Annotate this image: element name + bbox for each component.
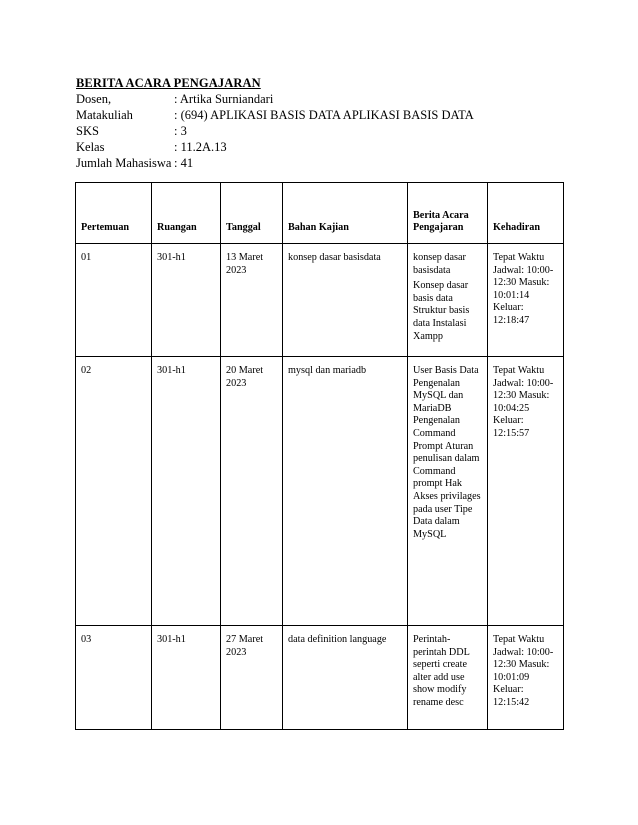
header-berita-acara: Berita Acara Pengajaran: [408, 183, 488, 244]
table-row: [76, 244, 564, 357]
cell-bahan-kajian: mysql dan mariadb: [283, 357, 408, 626]
meta-row-jumlah-mahasiswa: [76, 155, 474, 171]
cell-kehadiran: Tepat Waktu Jadwal: 10:00-12:30 Masuk: 10:01:09 Keluar: 12:15:42: [488, 626, 564, 730]
meta-value: : Artika Surniandari: [174, 92, 274, 106]
table-row: [76, 626, 564, 730]
meta-row-dosen: [76, 91, 474, 107]
table-header-row: [76, 183, 564, 244]
meta-value: : 11.2A.13: [174, 140, 227, 154]
cell-tanggal: 20 Maret 2023: [221, 357, 283, 626]
meta-row-sks: [76, 123, 474, 139]
meta-value: : 41: [174, 156, 194, 170]
cell-tanggal: 27 Maret 2023: [221, 626, 283, 730]
berita-paragraph: konsep dasar basisdata: [413, 252, 466, 276]
header-pertemuan: Pertemuan: [76, 183, 152, 244]
meta-label: SKS: [76, 124, 99, 138]
meta-label: Dosen,: [76, 92, 112, 106]
attendance-table: [75, 182, 564, 730]
berita-paragraph: Konsep dasar basis data Struktur basis data Instalasi Xampp: [413, 280, 470, 342]
meta-row-kelas: [76, 139, 474, 155]
document-header: [76, 75, 474, 171]
cell-berita-acara: User Basis Data Pengenalan MySQL dan MariaDB Pengenalan Command Prompt Aturan penulisan dalam Command prompt Hak Akses privilages pada user Tipe Data dalam MySQL: [408, 357, 488, 626]
cell-berita-acara: [408, 244, 488, 357]
header-tanggal: Tanggal: [221, 183, 283, 244]
cell-kehadiran: Tepat Waktu Jadwal: 10:00-12:30 Masuk: 10:04:25 Keluar: 12:15:57: [488, 357, 564, 626]
cell-ruangan: 301-h1: [152, 357, 221, 626]
header-kehadiran: Kehadiran: [488, 183, 564, 244]
cell-ruangan: 301-h1: [152, 626, 221, 730]
cell-tanggal: 13 Maret 2023: [221, 244, 283, 357]
cell-pertemuan: 03: [76, 626, 152, 730]
cell-pertemuan: 01: [76, 244, 152, 357]
meta-value: : 3: [174, 124, 187, 138]
cell-bahan-kajian: konsep dasar basisdata: [283, 244, 408, 357]
table-row: [76, 357, 564, 626]
header-ruangan: Ruangan: [152, 183, 221, 244]
cell-ruangan: 301-h1: [152, 244, 221, 357]
document-title: BERITA ACARA PENGAJARAN: [76, 76, 261, 90]
cell-pertemuan: 02: [76, 357, 152, 626]
meta-label: Kelas: [76, 140, 105, 154]
header-bahan-kajian: Bahan Kajian: [283, 183, 408, 244]
cell-berita-acara: Perintah-perintah DDL seperti create alter add use show modify rename desc: [408, 626, 488, 730]
meta-row-matakuliah: [76, 107, 474, 123]
meta-value: : (694) APLIKASI BASIS DATA APLIKASI BASIS DATA: [174, 108, 474, 122]
meta-label: Matakuliah: [76, 108, 133, 122]
cell-kehadiran: Tepat Waktu Jadwal: 10:00-12:30 Masuk: 10:01:14 Keluar: 12:18:47: [488, 244, 564, 357]
meta-label: Jumlah Mahasiswa: [76, 156, 172, 170]
cell-bahan-kajian: data definition language: [283, 626, 408, 730]
